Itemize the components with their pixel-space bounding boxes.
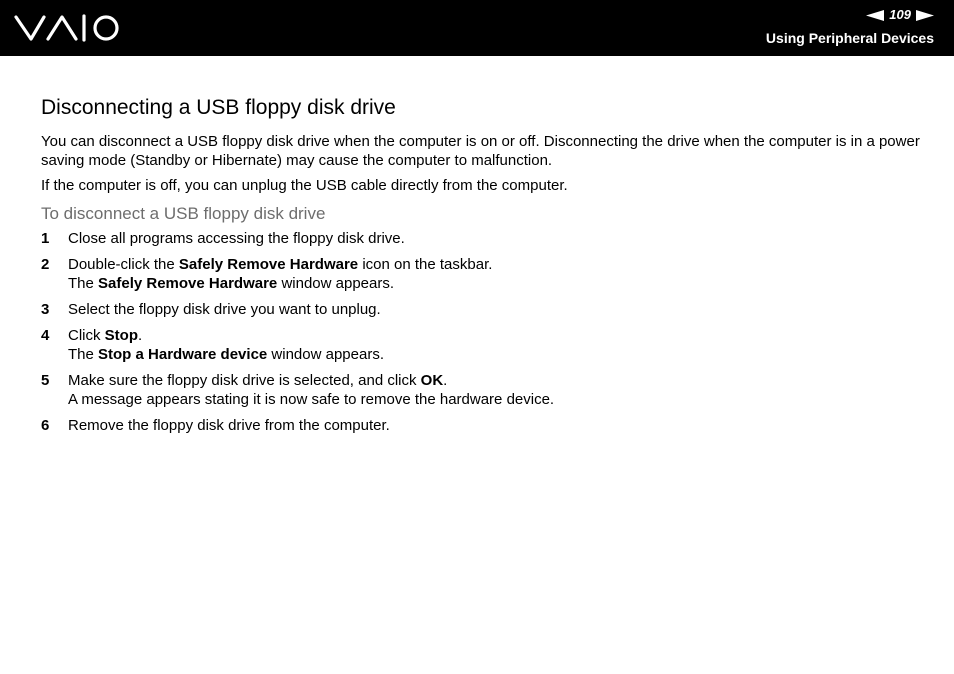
triangle-right-icon[interactable] bbox=[916, 10, 934, 21]
step-6 bbox=[41, 416, 921, 435]
step-text bbox=[68, 255, 921, 293]
step-result-line: A message appears stating it is now safe to remove the hardware device. bbox=[68, 391, 555, 408]
page-header bbox=[0, 0, 954, 56]
page-title: Disconnecting a USB floppy disk drive bbox=[41, 96, 396, 119]
step-text bbox=[68, 229, 921, 248]
text-run: . bbox=[443, 372, 448, 389]
step-line bbox=[68, 255, 921, 274]
intro-paragraph: You can disconnect a USB floppy disk drive when the computer is on or off. Disconnecting the drive when the computer is in a power saving mode (Standby or Hibernate) may cause the computer to malfunction. bbox=[41, 133, 920, 169]
page-navigation bbox=[866, 7, 934, 23]
procedure-steps bbox=[41, 229, 921, 435]
text-run: icon on the taskbar. bbox=[358, 256, 493, 273]
text-run: Double-click the bbox=[68, 256, 179, 273]
step-number: 5 bbox=[41, 372, 50, 389]
step-text bbox=[68, 326, 921, 364]
text-run: The bbox=[68, 275, 99, 292]
text-run: window appears. bbox=[277, 275, 395, 292]
step-5 bbox=[41, 371, 921, 409]
step-line bbox=[68, 326, 921, 345]
step-text bbox=[68, 371, 921, 409]
document-body bbox=[41, 94, 921, 442]
ui-term: Stop a Hardware device bbox=[98, 346, 268, 363]
step-3 bbox=[41, 300, 921, 319]
text-run: Make sure the floppy disk drive is selected, and click bbox=[68, 372, 421, 389]
ui-term: Stop bbox=[104, 327, 138, 344]
step-result-line bbox=[68, 274, 921, 293]
step-line: Close all programs accessing the floppy disk drive. bbox=[68, 230, 405, 247]
step-2 bbox=[41, 255, 921, 293]
triangle-left-icon[interactable] bbox=[866, 10, 884, 21]
section-title: Using Peripheral Devices bbox=[765, 30, 934, 46]
step-text bbox=[68, 416, 921, 435]
step-line: Remove the floppy disk drive from the computer. bbox=[68, 417, 390, 434]
ui-term: Safely Remove Hardware bbox=[98, 275, 278, 292]
step-number: 1 bbox=[41, 230, 50, 247]
step-1 bbox=[41, 229, 921, 248]
step-result-line bbox=[68, 345, 921, 364]
step-number: 4 bbox=[41, 327, 50, 344]
vaio-logo bbox=[14, 12, 122, 44]
procedure-title: To disconnect a USB floppy disk drive bbox=[41, 204, 326, 223]
step-text bbox=[68, 300, 921, 319]
unplug-note-paragraph: If the computer is off, you can unplug the USB cable directly from the computer. bbox=[41, 177, 568, 194]
step-number: 2 bbox=[41, 256, 50, 273]
ui-term: Safely Remove Hardware bbox=[178, 256, 359, 273]
step-line bbox=[68, 371, 921, 390]
page-number: 109 bbox=[889, 7, 911, 22]
text-run: . bbox=[138, 327, 143, 344]
step-4 bbox=[41, 326, 921, 364]
step-number: 6 bbox=[41, 417, 50, 434]
ui-term: OK bbox=[420, 372, 444, 389]
text-run: The bbox=[68, 346, 99, 363]
step-line: Select the floppy disk drive you want to unplug. bbox=[68, 301, 381, 318]
text-run: window appears. bbox=[267, 346, 384, 363]
text-run: Click bbox=[68, 327, 105, 344]
step-number: 3 bbox=[41, 301, 50, 318]
